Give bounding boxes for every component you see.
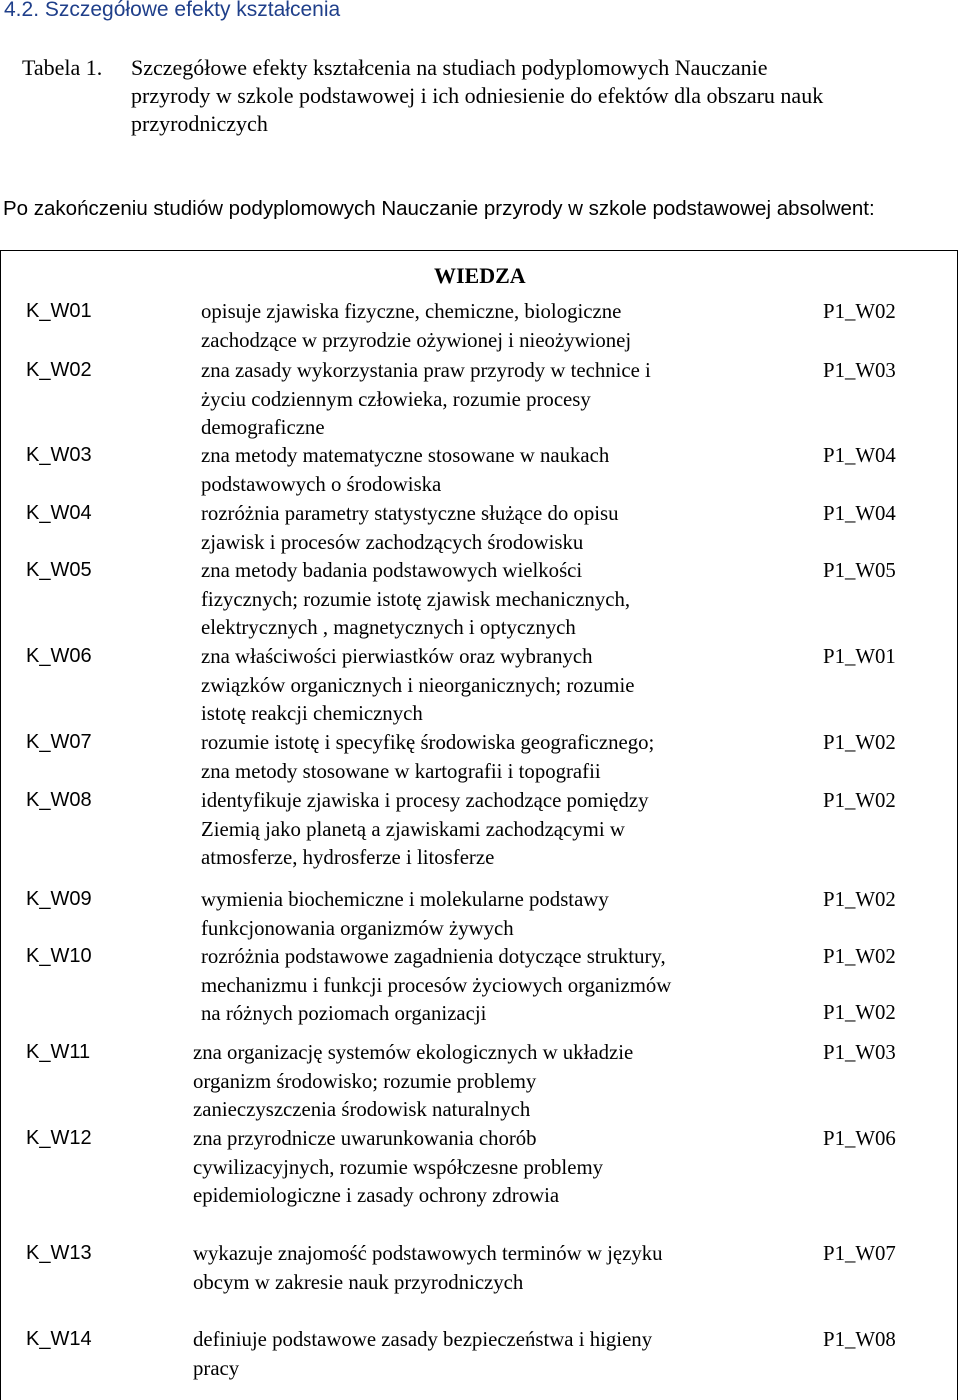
outcome-description-line: elektrycznych , magnetycznych i optycznych bbox=[201, 616, 576, 639]
outcome-description-line: zna przyrodnicze uwarunkowania chorób bbox=[193, 1127, 537, 1150]
area-outcome-reference: P1_W04 bbox=[823, 444, 896, 467]
outcome-description-line: wykazuje znajomość podstawowych terminów w języku bbox=[193, 1242, 663, 1265]
area-outcome-reference: P1_W02 bbox=[823, 1001, 896, 1024]
outcome-description-line: funkcjonowania organizmów żywych bbox=[201, 916, 514, 940]
outcome-code: K_W03 bbox=[26, 444, 92, 466]
outcome-description-line: opisuje zjawiska fizyczne, chemiczne, biologiczne bbox=[201, 300, 622, 323]
table-caption-line: przyrodniczych bbox=[131, 111, 268, 136]
outcome-description-line: życiu codziennym człowieka, rozumie procesy bbox=[201, 387, 591, 411]
outcome-description-line: mechanizmu i funkcji procesów życiowych organizmów bbox=[201, 973, 672, 997]
outcome-description-line: obcym w zakresie nauk przyrodniczych bbox=[193, 1270, 524, 1294]
area-outcome-reference: P1_W02 bbox=[823, 888, 896, 911]
outcome-description-line: organizm środowisko; rozumie problemy bbox=[193, 1069, 537, 1093]
outcome-description-line: zna organizację systemów ekologicznych w układzie bbox=[193, 1041, 634, 1064]
outcome-description-line: istotę reakcji chemicznych bbox=[201, 702, 423, 725]
table-caption-line: przyrody w szkole podstawowej i ich odniesienie do efektów dla obszaru nauk bbox=[131, 83, 824, 108]
outcome-description-line: na różnych poziomach organizacji bbox=[201, 1002, 487, 1025]
outcome-code: K_W02 bbox=[26, 359, 92, 381]
outcome-description-line: zna metody badania podstawowych wielkości bbox=[201, 559, 583, 582]
outcome-description-line: zna metody stosowane w kartografii i topografii bbox=[201, 759, 601, 783]
table-caption-line: Szczegółowe efekty kształcenia na studiach podyplomowych Nauczanie bbox=[131, 55, 768, 80]
outcome-code: K_W10 bbox=[26, 945, 92, 967]
area-outcome-reference: P1_W05 bbox=[823, 559, 896, 582]
outcome-description-line: zachodzące w przyrodzie ożywionej i nieożywionej bbox=[201, 328, 632, 352]
outcome-code: K_W11 bbox=[26, 1041, 91, 1063]
outcome-description-line: zna właściwości pierwiastków oraz wybranych bbox=[201, 645, 593, 668]
outcome-description-line: rozumie istotę i specyfikę środowiska geograficznego; bbox=[201, 731, 655, 754]
outcome-description-line: zanieczyszczenia środowisk naturalnych bbox=[193, 1098, 531, 1121]
outcome-description-line: rozróżnia podstawowe zagadnienia dotyczące struktury, bbox=[201, 945, 666, 968]
outcome-description-line: Ziemią jako planetą a zjawiskami zachodzącymi w bbox=[201, 817, 625, 841]
outcome-description-line: demograficzne bbox=[201, 416, 325, 439]
outcome-code: K_W12 bbox=[26, 1127, 92, 1149]
area-outcome-reference: P1_W02 bbox=[823, 731, 896, 754]
table-section-heading: WIEDZA bbox=[434, 263, 526, 288]
outcome-description-line: zna zasady wykorzystania praw przyrody w technice i bbox=[201, 359, 651, 382]
outcome-code: K_W07 bbox=[26, 731, 92, 753]
outcome-description-line: podstawowych o środowiska bbox=[201, 472, 442, 496]
outcome-code: K_W06 bbox=[26, 645, 92, 667]
outcome-description-line: zna metody matematyczne stosowane w naukach bbox=[201, 444, 610, 467]
area-outcome-reference: P1_W02 bbox=[823, 945, 896, 968]
outcome-description-line: definiuje podstawowe zasady bezpieczeństwa i higieny bbox=[193, 1328, 653, 1351]
outcome-description-line: pracy bbox=[193, 1356, 240, 1380]
table-caption-prefix: Tabela 1. bbox=[22, 55, 103, 80]
area-outcome-reference: P1_W03 bbox=[823, 359, 896, 382]
area-outcome-reference: P1_W06 bbox=[823, 1127, 896, 1150]
outcome-description-line: wymienia biochemiczne i molekularne podstawy bbox=[201, 888, 609, 911]
outcome-code: K_W08 bbox=[26, 789, 92, 811]
area-outcome-reference: P1_W04 bbox=[823, 502, 896, 525]
outcome-code: K_W01 bbox=[26, 300, 92, 322]
outcome-description-line: związków organicznych i nieorganicznych; rozumie bbox=[201, 673, 635, 697]
outcome-code: K_W09 bbox=[26, 888, 92, 910]
outcome-description-line: identyfikuje zjawiska i procesy zachodzące pomiędzy bbox=[201, 789, 649, 812]
outcome-description-line: atmosferze, hydrosferze i litosferze bbox=[201, 846, 495, 869]
area-outcome-reference: P1_W03 bbox=[823, 1041, 896, 1064]
area-outcome-reference: P1_W02 bbox=[823, 300, 896, 323]
outcome-code: K_W04 bbox=[26, 502, 92, 524]
area-outcome-reference: P1_W07 bbox=[823, 1242, 896, 1265]
outcome-description-line: fizycznych; rozumie istotę zjawisk mechanicznych, bbox=[201, 587, 631, 611]
area-outcome-reference: P1_W08 bbox=[823, 1328, 896, 1351]
outcome-description-line: zjawisk i procesów zachodzących środowisku bbox=[201, 530, 584, 554]
outcome-code: K_W13 bbox=[26, 1242, 92, 1264]
outcome-description-line: cywilizacyjnych, rozumie współczesne problemy bbox=[193, 1155, 604, 1179]
outcome-description-line: epidemiologiczne i zasady ochrony zdrowia bbox=[193, 1184, 560, 1207]
area-outcome-reference: P1_W01 bbox=[823, 645, 896, 668]
outcome-code: K_W05 bbox=[26, 559, 92, 581]
outcome-description-line: rozróżnia parametry statystyczne służące do opisu bbox=[201, 502, 619, 525]
outcome-code: K_W14 bbox=[26, 1328, 92, 1350]
section-heading: 4.2. Szczegółowe efekty kształcenia bbox=[4, 0, 341, 21]
area-outcome-reference: P1_W02 bbox=[823, 789, 896, 812]
intro-text: Po zakończeniu studiów podyplomowych Nauczanie przyrody w szkole podstawowej absolwent: bbox=[3, 197, 875, 220]
